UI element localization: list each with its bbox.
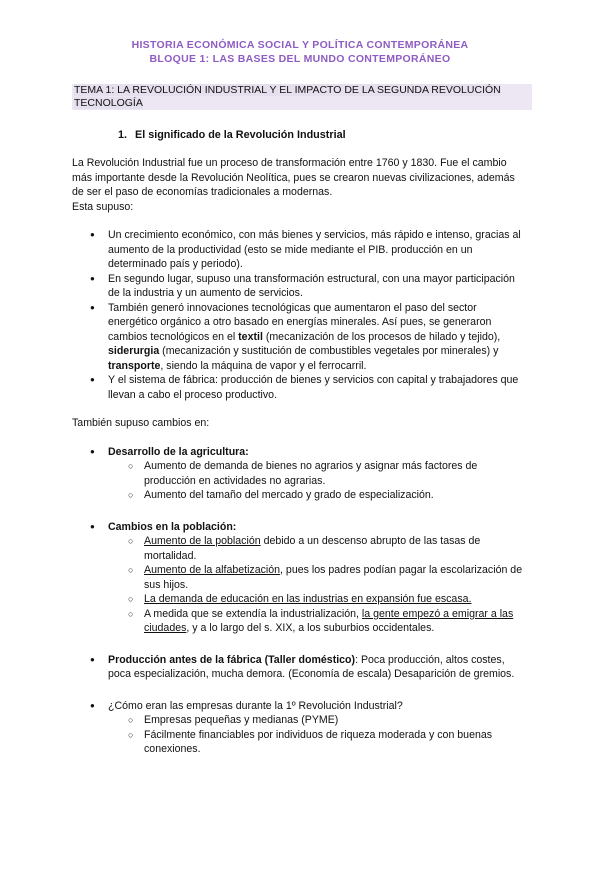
produccion-title: Producción antes de la fábrica (Taller doméstico) (108, 653, 356, 666)
list-item: ● Producción antes de la fábrica (Taller doméstico): Poca producción, altos costes, poca especialización, mucha demora. (Economía de escala) Desaparición de gremios. (72, 653, 528, 682)
poblacion-title: Cambios en la población: (108, 520, 237, 533)
list-item: ○ Aumento de la población debido a un descenso abrupto de las tasas de mortalidad. (72, 534, 528, 563)
empresas-question: ¿Cómo eran las empresas durante la 1º Revolución Industrial? (108, 699, 403, 712)
agricultura-sublist (108, 459, 528, 503)
topic-heading (72, 84, 532, 110)
list-item (72, 699, 528, 757)
poblacion-list (72, 520, 528, 636)
keyword-transporte: transporte (108, 359, 161, 372)
list-item: ○ A medida que se extendía la industrialización, la gente empezó a emigrar a las ciudades, y a lo largo del s. XIX, a los suburbios occidentales. (72, 607, 528, 636)
document-page (0, 38, 600, 886)
keyword-siderurgia: siderurgia (108, 345, 160, 357)
document-header (72, 38, 528, 66)
produccion-list (72, 653, 528, 682)
list-item: ● Un crecimiento económico, con más bienes y servicios, más rápido e intenso, gracias al aumento de la productividad (esto se mide mediante el PIB. producción en un determinado país y periodo). (72, 228, 528, 272)
list-item: ○ Aumento de la alfabetización, pues los padres podían pagar la escolarización de sus hijos. (72, 563, 528, 592)
list-item: ○ Aumento de demanda de bienes no agrarios y asignar más factores de producción en actividades no agrarias. (72, 459, 528, 488)
poblacion-sublist (108, 534, 528, 636)
section-heading (118, 128, 528, 142)
list-item: ● También generó innovaciones tecnológicas que aumentaron el paso del sector energético orgánico a otro basado en energías minerales. Así pues, se generaron cambios tecnológicos en el textil (mecanización de los procesos de hilado y tejido), siderurgia (mecanización y sustitución de combustibles vegetales por minerales) y transporte, siendo la máquina de vapor y el ferrocarril. (72, 301, 528, 374)
effects-list (72, 228, 528, 402)
agricultura-list (72, 445, 528, 503)
course-title: HISTORIA ECONÓMICA SOCIAL Y POLÍTICA CONTEMPORÁNEA (131, 39, 469, 51)
supuso-label: Esta supuso: (72, 200, 134, 213)
section-number: 1. (118, 129, 128, 141)
list-item: ○ Aumento del tamaño del mercado y grado de especialización. (72, 488, 528, 503)
topic-heading-text: TEMA 1: LA REVOLUCIÓN INDUSTRIAL Y EL IMPACTO DE LA SEGUNDA REVOLUCIÓN TECNOLOGÍA (74, 84, 501, 109)
empresas-list (72, 699, 528, 757)
section-title: El significado de la Revolución Industrial (135, 129, 346, 141)
list-item: ○ La demanda de educación en las industrias en expansión fue escasa. (72, 592, 528, 607)
list-item: ○ Empresas pequeñas y medianas (PYME) (72, 713, 528, 728)
list-item: ● Y el sistema de fábrica: producción de bienes y servicios con capital y trabajadores que llevan a cabo el proceso productivo. (72, 373, 528, 402)
list-item: ● En segundo lugar, supuso una transformación estructural, con una mayor participación de la industria y un aumento de servicios. (72, 272, 528, 301)
tambien-label: También supuso cambios en: (72, 417, 210, 429)
keyword-textil: textil (238, 330, 263, 343)
list-item (72, 445, 528, 503)
intro-paragraph: La Revolución Industrial fue un proceso de transformación entre 1760 y 1830. Fue el cambio más importante desde la Revolución Neolítica, pues se crearon nuevas civilizaciones, además de ser el paso de economías tradicionales a modernas. (72, 157, 515, 198)
list-item (72, 520, 528, 636)
list-item: ○ Fácilmente financiables por individuos de riqueza moderada y con buenas conexiones. (72, 728, 528, 757)
agricultura-title: Desarrollo de la agricultura: (108, 445, 249, 458)
empresas-sublist (108, 713, 528, 757)
block-title: BLOQUE 1: LAS BASES DEL MUNDO CONTEMPORÁNEO (149, 53, 451, 65)
